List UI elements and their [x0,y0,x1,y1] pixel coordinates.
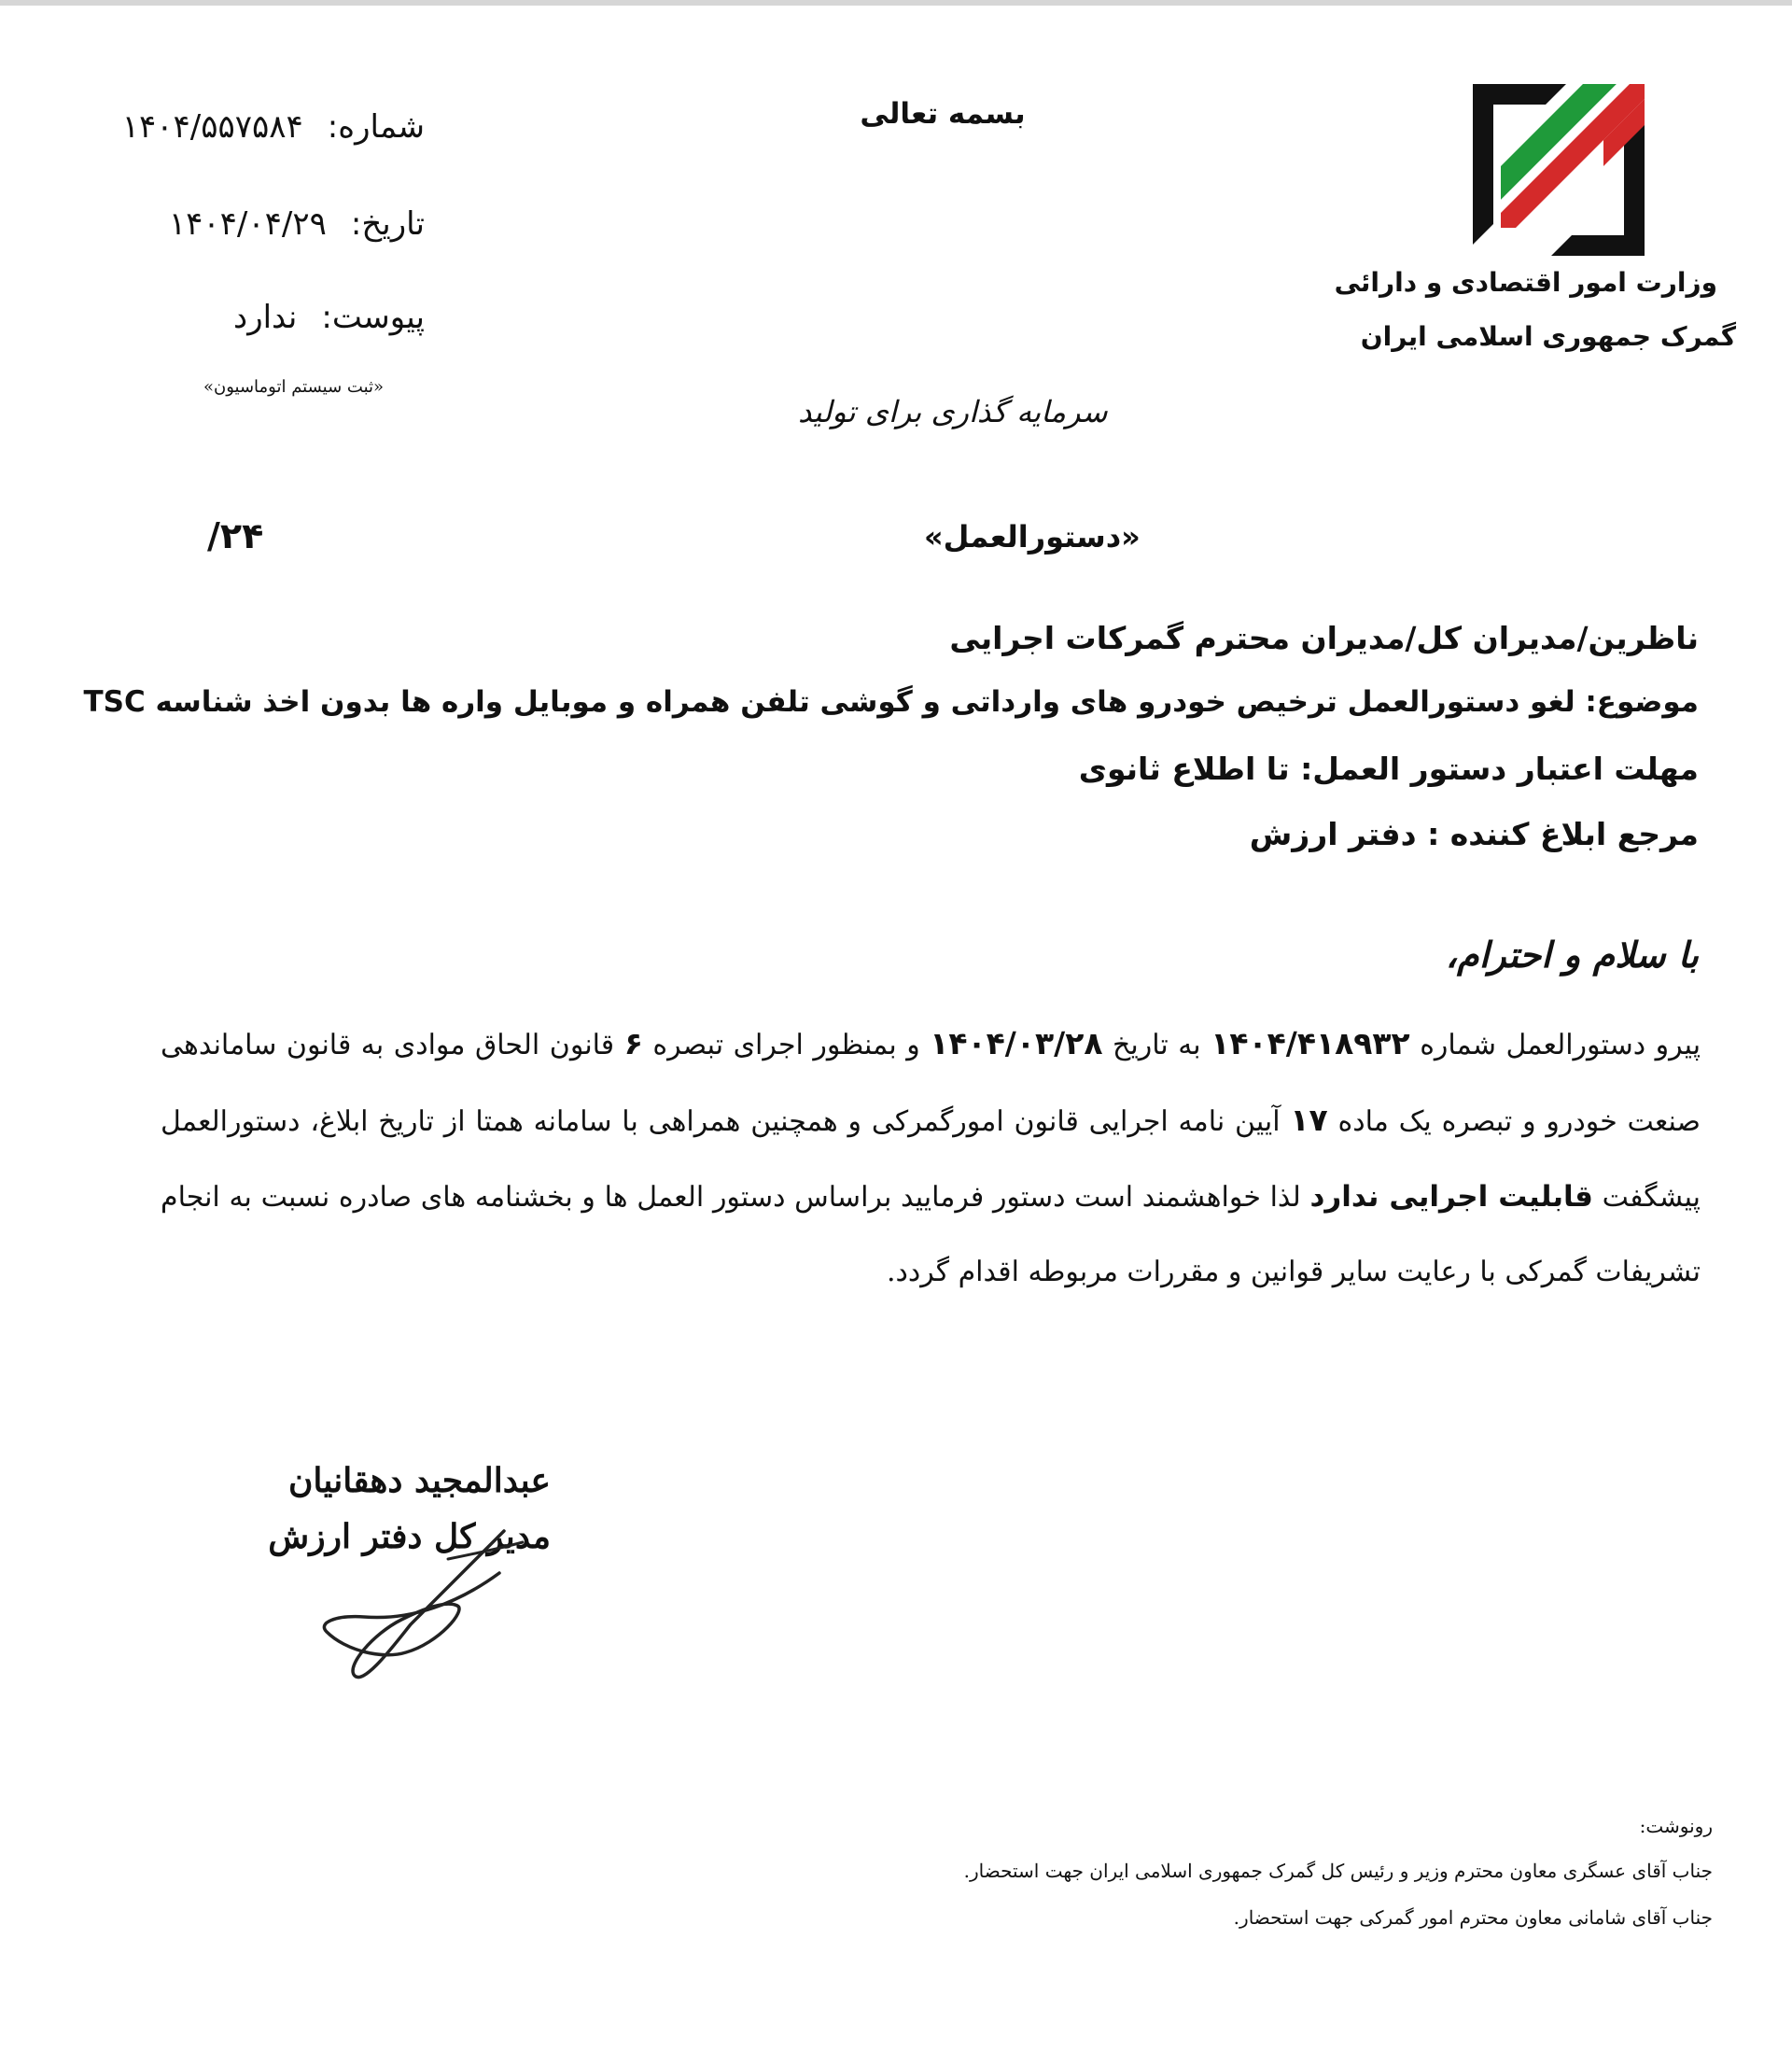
subject-line: موضوع: لغو دستورالعمل ترخیص خودرو های وارداتی و گوشی تلفن همراه و موبایل واره ها بدون اخذ شناسه TSC [83,685,1699,719]
validity-line: مهلت اعتبار دستور العمل: تا اطلاع ثانوی [1078,751,1699,787]
cc-line-2: جناب آقای شامانی معاون محترم امور گمرکی جهت استحضار. [1233,1906,1713,1929]
slogan: سرمایه گذاری برای تولید [798,394,1108,429]
reference-number: ۲۴/ [207,515,264,556]
instruction-number: ۱۴۰۴/۴۱۸۹۳۲ [1211,1025,1410,1061]
greeting: با سلام و احترام، [1445,934,1699,976]
customs-name: گمرک جمهوری اسلامی ایران [1360,321,1736,352]
signatory-name: عبدالمجید دهقانیان [287,1461,551,1500]
body-text-e: آیین نامه اجرایی قانون امورگمرکی و همچنین همراهی با سامانه همتا از تاریخ ابلاغ، دستورالعمل پیشگفت [161,1105,1701,1214]
body-text-d: قانون الحاق موادی به قانون ساماندهی صنعت خودرو و تبصره یک ماده [161,1029,1701,1138]
attachment-row [233,299,425,336]
cc-label: رونوشت: [1639,1815,1713,1837]
attachment-label: پیوست: [321,299,425,336]
body-text-a: پیرو دستورالعمل شماره [1420,1029,1701,1061]
date-value: ۱۴۰۴/۰۴/۲۹ [168,205,327,243]
date-label: تاریخ: [350,205,425,243]
authority-line: مرجع ابلاغ کننده : دفتر ارزش [1249,816,1699,852]
body-text-f: لذا خواهشمند است دستور فرمایید براساس دستور العمل ها و بخشنامه های صادره نسبت به انجام تشریفات گمرکی با رعایت سایر قوانین و مقررات مربوطه اقدام گردد. [161,1181,1701,1288]
customs-logo-icon [1473,84,1645,256]
attachment-value: ندارد [233,299,298,336]
document-type: «دستورالعمل» [924,519,1141,555]
number-value: ۱۴۰۴/۵۵۷۵۸۴ [121,108,303,146]
invocation-heading: بسمه تعالی [860,97,1026,131]
ministry-name: وزارت امور اقتصادی و دارائی [1334,267,1717,298]
signatory-title: مدیر کل دفتر ارزش [268,1517,551,1556]
automation-note: «ثبت سیستم اتوماسیون» [203,377,385,397]
page-top-border [0,0,1792,6]
body-paragraph [161,1006,1701,1310]
body-emphasis: قابلیت اجرایی ندارد [1309,1180,1593,1214]
body-text-b: به تاریخ [1113,1029,1201,1061]
note-number: ۶ [623,1025,643,1061]
addressee-line: ناظرین/مدیران کل/مدیران محترم گمرکات اجرایی [949,620,1699,656]
instruction-date: ۱۴۰۴/۰۳/۲۸ [930,1025,1103,1061]
number-label: شماره: [327,108,425,146]
body-text-c: و بمنظور اجرای تبصره [652,1029,920,1061]
letter-date-row [169,205,425,243]
cc-line-1: جناب آقای عسگری معاون محترم وزیر و رئیس کل گمرک جمهوری اسلامی ایران جهت استحضار. [963,1860,1713,1882]
letter-number-row [122,108,425,146]
article-number: ۱۷ [1290,1102,1328,1138]
handwritten-signature-icon [308,1494,541,1690]
